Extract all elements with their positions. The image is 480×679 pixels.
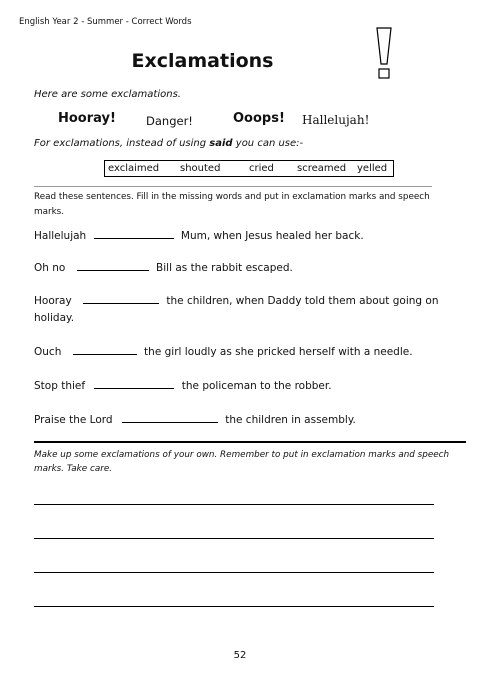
section-divider: [34, 441, 466, 443]
page-title: Exclamations: [131, 50, 274, 72]
answer-blank[interactable]: [77, 259, 149, 271]
sentence-1: [34, 227, 454, 245]
read-instructions: Read these sentences. Fill in the missing words and put in exclamation marks and speech marks.: [34, 192, 430, 217]
sentence-start: Oh no: [34, 262, 66, 274]
sentence-end: Mum, when Jesus healed her back.: [180, 230, 364, 242]
examples-row: [58, 111, 398, 131]
word-cried: cried: [249, 163, 274, 174]
sentence-start: Hooray: [34, 295, 72, 307]
sentence-3-continuation: holiday.: [34, 312, 75, 324]
sentence-3: [34, 292, 454, 310]
word-shouted: shouted: [180, 163, 221, 174]
answer-blank[interactable]: [73, 343, 137, 355]
sentence-4: [34, 343, 454, 361]
example-hallelujah: Hallelujah!: [302, 113, 370, 127]
sentence-start: Stop thief: [34, 380, 86, 392]
exclamation-mark-icon: [375, 27, 393, 79]
instruction-keyword: said: [209, 138, 233, 149]
page-number: 52: [233, 650, 247, 661]
make-instructions: Make up some exclamations of your own. Remember to put in exclamation marks and speech marks. Take care.: [34, 450, 450, 474]
sentence-6: [34, 411, 454, 429]
sentence-end: Bill as the rabbit escaped.: [156, 262, 293, 274]
answer-blank[interactable]: [94, 377, 174, 389]
writing-line[interactable]: [34, 538, 434, 539]
word-screamed: screamed: [297, 163, 347, 174]
writing-line[interactable]: [34, 504, 434, 505]
answer-blank[interactable]: [122, 411, 218, 423]
instruction-before: For exclamations, instead of using: [34, 138, 210, 149]
sentence-end: the children, when Daddy told them about going on: [166, 295, 439, 307]
worksheet-header: English Year 2 - Summer - Correct Words: [19, 17, 192, 27]
sentence-end: the children in assembly.: [225, 414, 356, 426]
example-danger: Danger!: [146, 114, 193, 128]
instruction-after: you can use:-: [232, 138, 304, 149]
example-hooray: Hooray!: [58, 111, 116, 126]
answer-blank[interactable]: [94, 227, 174, 239]
sentence-5: [34, 377, 454, 395]
writing-line[interactable]: [34, 606, 434, 607]
section-divider: [34, 186, 432, 187]
word-box: [104, 160, 394, 177]
intro-text: Here are some exclamations.: [34, 89, 181, 100]
sentence-start: Ouch: [34, 346, 62, 358]
answer-blank[interactable]: [83, 292, 159, 304]
sentence-end: the girl loudly as she pricked herself with a needle.: [144, 346, 413, 358]
sentence-end: the policeman to the robber.: [181, 380, 332, 392]
word-yelled: yelled: [357, 163, 388, 174]
writing-line[interactable]: [34, 572, 434, 573]
sentence-start: Hallelujah: [34, 230, 87, 242]
example-ooops: Ooops!: [233, 111, 285, 126]
sentence-start: Praise the Lord: [34, 414, 113, 426]
word-exclaimed: exclaimed: [108, 163, 160, 174]
sentence-2: [34, 259, 454, 277]
instruction-text: [34, 138, 303, 149]
